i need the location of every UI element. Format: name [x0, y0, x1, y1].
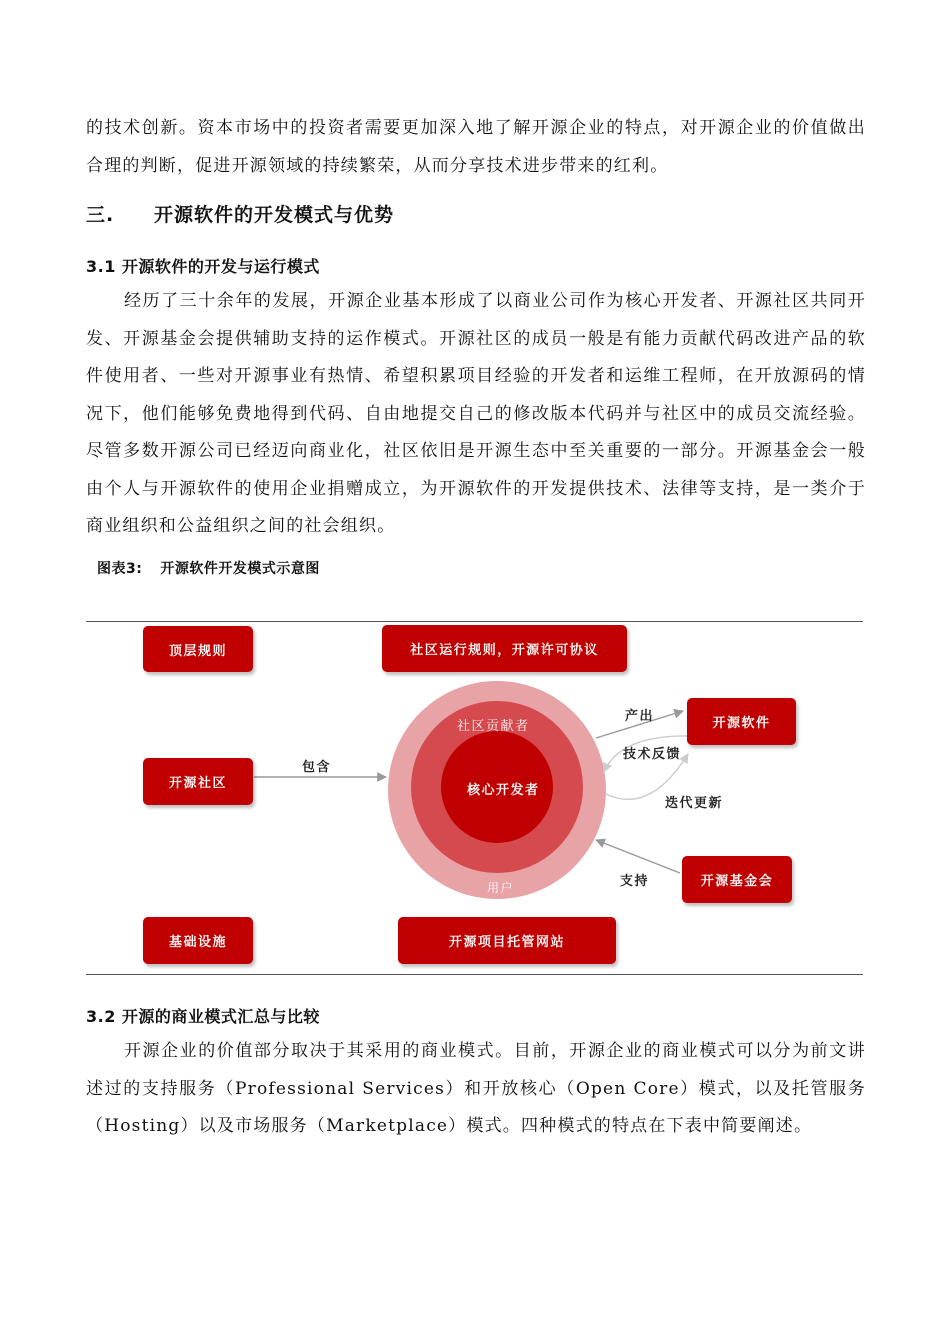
- section-3-1-heading: 3.1 开源软件的开发与运行模式: [86, 257, 320, 276]
- support-arrow: [596, 840, 680, 873]
- open-community-box: 开源社区: [143, 758, 253, 805]
- section-3-2-paragraph: 开源企业的价值部分取决于其采用的商业模式。目前，开源企业的商业模式可以分为前文讲述过的支持服务（Professional Services）和开放核心（Open Core）模式，以及托管服务（Hosting）以及市场服务（Marketplace）模式。四种模式的特点在下表中简要阐述。: [86, 1041, 866, 1136]
- figure-caption-number: 图表3:: [97, 561, 143, 577]
- users-label: 用户: [487, 881, 515, 895]
- figure-caption-title: 开源软件开发模式示意图: [160, 561, 320, 577]
- top-rules-box: 顶层规则: [143, 626, 253, 672]
- core-developers-label: 核心开发者: [467, 783, 540, 798]
- section-3-number: 三.: [86, 204, 115, 226]
- include-label: 包含: [302, 760, 332, 775]
- community-rules-box: 社区运行规则，开源许可协议: [382, 625, 627, 672]
- support-label: 支持: [620, 874, 650, 889]
- infrastructure-box: 基础设施: [143, 917, 253, 964]
- section-3-2-heading: 3.2 开源的商业模式汇总与比较: [86, 1007, 320, 1026]
- section-3-1-paragraph: 经历了三十余年的发展，开源企业基本形成了以商业公司作为核心开发者、开源社区共同开发、开源基金会提供辅助支持的运作模式。开源社区的成员一般是有能力贡献代码改进产品的软件使用者、一些对开源事业有热情、希望积累项目经验的开发者和运维工程师，在开放源码的情况下，他们能够免费地得到代码、自由地提交自己的修改版本代码并与社区中的成员交流经验。尽管多数开源公司已经迈向商业化，社区依旧是开源生态中至关重要的一部分。开源基金会一般由个人与开源软件的使用企业捐赠成立，为开源软件的开发提供技术、法律等支持，是一类介于商业组织和公益组织之间的社会组织。: [86, 291, 866, 536]
- intro-paragraph: 的技术创新。资本市场中的投资者需要更加深入地了解开源企业的特点，对开源企业的价值做出合理的判断，促进开源领域的持续繁荣，从而分享技术进步带来的红利。: [86, 118, 866, 176]
- iterate-label: 迭代更新: [665, 796, 724, 811]
- open-software-box: 开源软件: [687, 698, 796, 745]
- section-3-title: 开源软件的开发模式与优势: [154, 204, 395, 226]
- foundation-box: 开源基金会: [682, 856, 792, 903]
- contributors-label: 社区贡献者: [457, 719, 530, 734]
- feedback-label: 技术反馈: [623, 747, 682, 762]
- hosting-site-box: 开源项目托管网站: [398, 917, 616, 964]
- output-label: 产出: [625, 709, 655, 724]
